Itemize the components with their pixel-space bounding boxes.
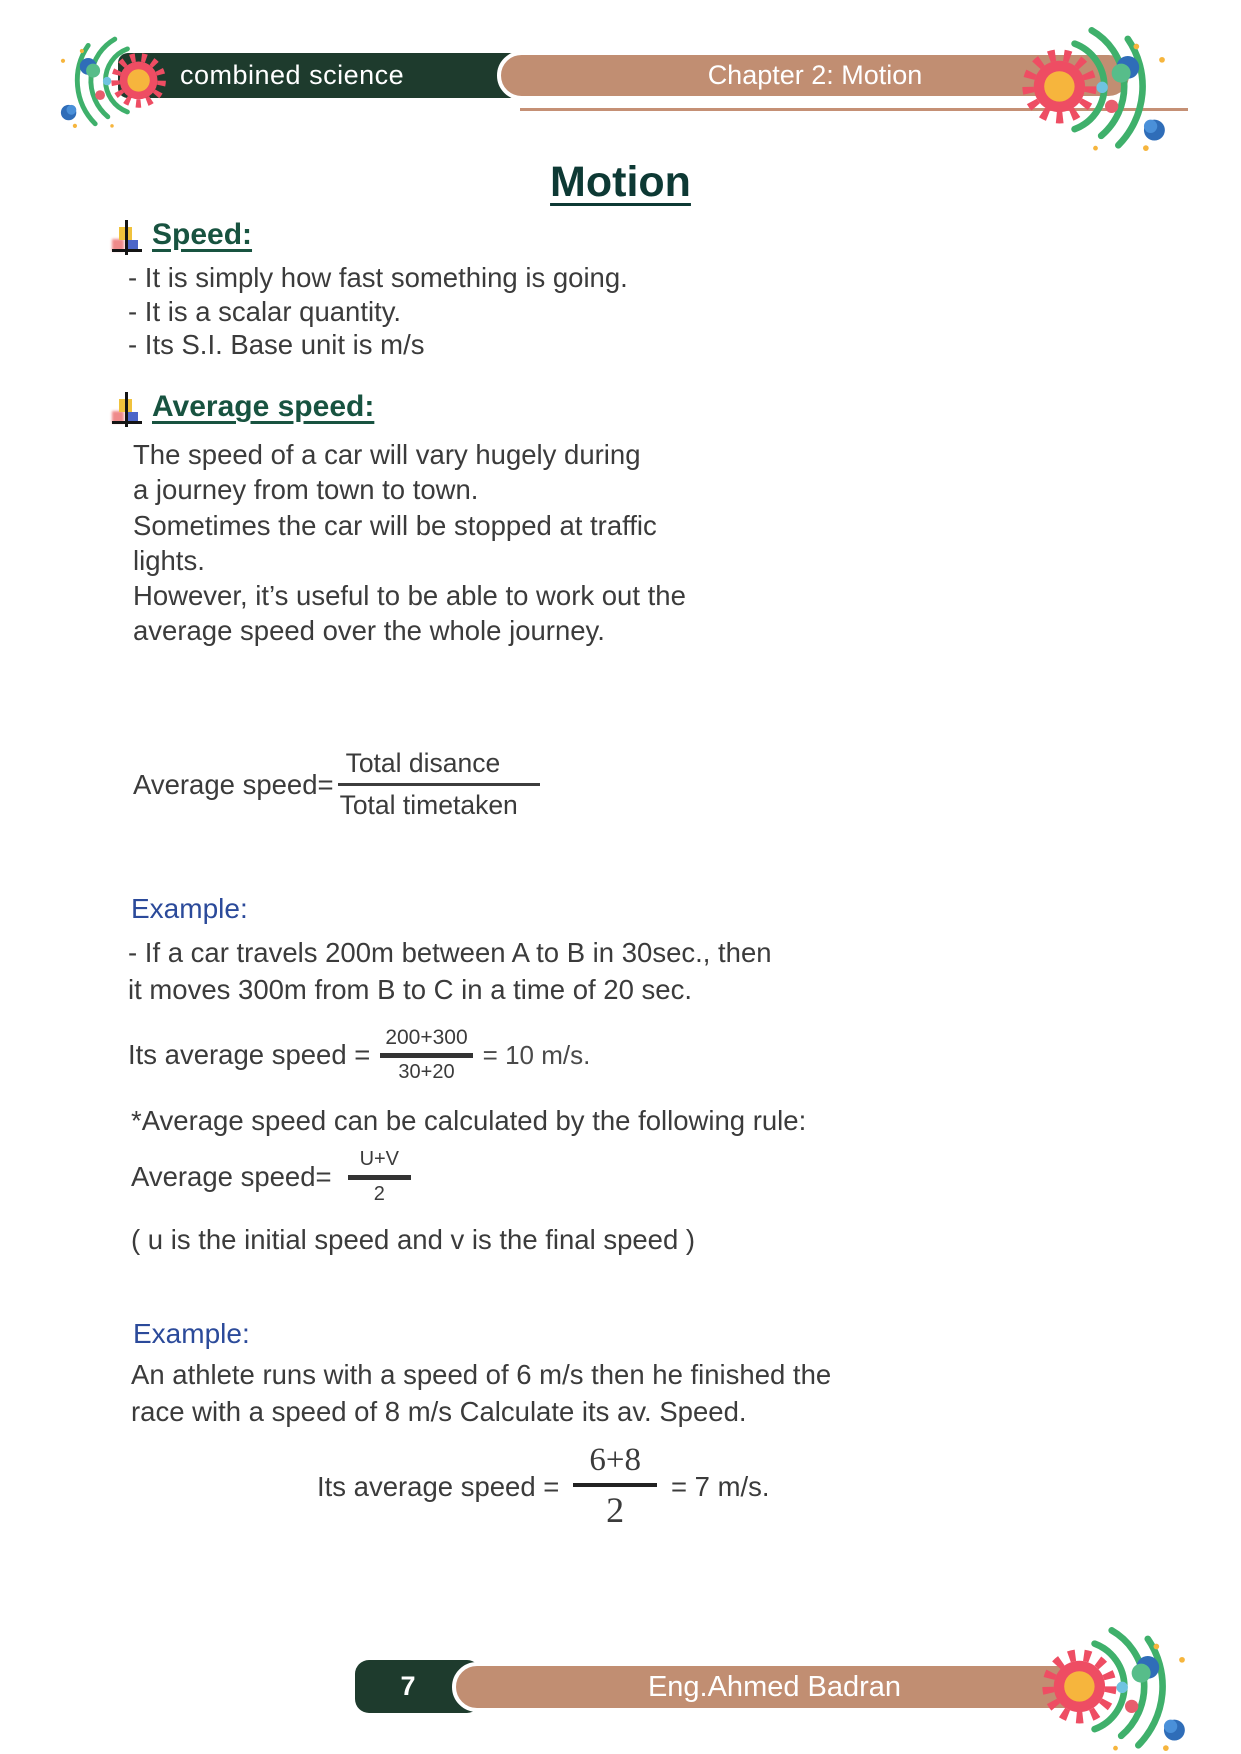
page-title: Motion — [550, 158, 691, 206]
paragraph-line: Sometimes the car will be stopped at traffic — [133, 509, 657, 541]
footer-author-banner — [452, 1662, 1097, 1712]
speed-section-heading — [112, 218, 252, 256]
paragraph-line: lights. — [133, 544, 205, 576]
average-speed-heading-label: Average speed: — [152, 390, 375, 423]
formula-lhs: Average speed= — [133, 768, 334, 800]
rule-note: *Average speed can be calculated by the following rule: — [131, 1105, 807, 1136]
fraction-numerator: U+V — [348, 1148, 411, 1180]
formula-lhs: Its average speed = — [317, 1470, 560, 1502]
speed-heading-label: Speed: — [152, 218, 253, 251]
fraction-denominator: Total timetaken — [339, 790, 518, 820]
speed-point: - It is simply how fast something is going. — [128, 262, 628, 293]
chapter-title: Chapter 2: Motion — [707, 60, 923, 90]
author-name: Eng.Ahmed Badran — [647, 1670, 902, 1703]
speed-points — [128, 261, 628, 362]
paragraph-line: The speed of a car will vary hugely during — [133, 439, 641, 470]
checker-cross-bullet-icon — [112, 220, 142, 256]
example-line: An athlete runs with a speed of 6 m/s then he finished the — [131, 1359, 832, 1390]
example-line: it moves 300m from B to C in a time of 20 sec. — [128, 974, 692, 1005]
fraction — [573, 1442, 657, 1531]
average-speed-rule-formula — [131, 1148, 411, 1206]
speed-point: - It is a scalar quantity. — [128, 295, 402, 327]
fraction-denominator: 30+20 — [398, 1061, 455, 1083]
speed-point: - Its S.I. Base unit is m/s — [128, 329, 425, 360]
fraction-numerator: 6+8 — [573, 1442, 657, 1487]
fraction — [338, 748, 541, 821]
rule-caption: ( u is the initial speed and v is the final speed ) — [131, 1224, 696, 1255]
solar-system-icon — [1010, 18, 1200, 170]
average-speed-formula — [133, 748, 540, 821]
solar-system-icon — [35, 30, 175, 142]
example2-formula — [317, 1442, 770, 1531]
fraction-denominator: 2 — [606, 1490, 625, 1530]
checker-cross-bullet-icon — [112, 392, 142, 428]
formula-result: = 10 m/s. — [482, 1039, 591, 1070]
paragraph-line: a journey from town to town. — [133, 474, 479, 506]
example-label: Example: — [133, 1318, 250, 1349]
formula-lhs: Average speed= — [131, 1161, 332, 1192]
brand-label: combined science — [180, 60, 405, 90]
paragraph-line: average speed over the whole journey. — [133, 615, 605, 647]
average-speed-paragraph — [133, 437, 686, 649]
example1-formula — [128, 1026, 590, 1084]
formula-lhs: Its average speed = — [128, 1039, 371, 1070]
example-label: Example: — [131, 893, 248, 924]
average-speed-section-heading — [112, 390, 374, 428]
page-number: 7 — [400, 1671, 416, 1701]
example1-text — [128, 934, 772, 1008]
header-brand-banner — [118, 53, 540, 98]
solar-system-icon — [1030, 1618, 1220, 1754]
example2-text — [131, 1356, 831, 1430]
fraction-denominator: 2 — [373, 1183, 385, 1205]
fraction — [348, 1148, 411, 1206]
formula-result: = 7 m/s. — [670, 1470, 770, 1502]
example-line: race with a speed of 8 m/s Calculate its av. Speed. — [131, 1396, 747, 1427]
example-line: - If a car travels 200m between A to B in 30sec., then — [128, 937, 772, 968]
fraction-numerator: Total disance — [338, 748, 541, 786]
fraction-numerator: 200+300 — [380, 1026, 472, 1058]
fraction — [380, 1026, 472, 1084]
paragraph-line: However, it’s useful to be able to work out the — [133, 580, 686, 612]
